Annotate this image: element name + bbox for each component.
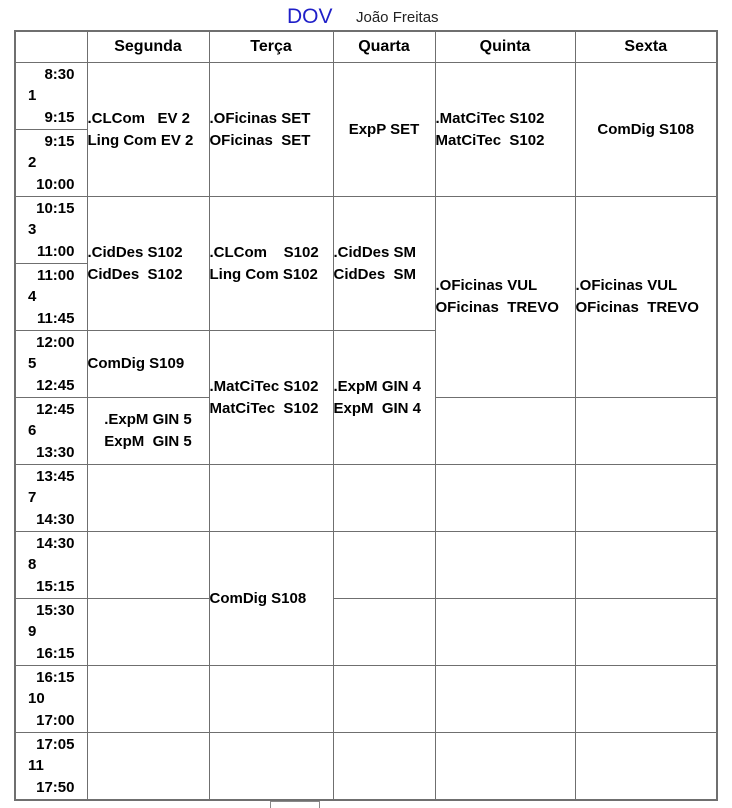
class-line: .ExpM GIN 4 <box>333 377 422 395</box>
slot-start: 17:05 <box>36 736 75 753</box>
slot-number: 2 <box>28 154 37 171</box>
slot-end: 11:45 <box>36 310 75 327</box>
class-cell-segunda-5[interactable] <box>87 331 209 398</box>
class-line: .OFicinas VUL <box>575 277 678 294</box>
day-header-sexta: Sexta <box>575 31 717 63</box>
time-row-11 <box>15 733 717 801</box>
time-slot-3 <box>15 197 87 264</box>
slot-end: 16:15 <box>36 645 75 662</box>
class-cell-segunda-6[interactable] <box>87 398 209 465</box>
class-line: .MatCiTec S102 <box>435 109 545 127</box>
slot-end: 17:50 <box>36 779 75 796</box>
empty-cell <box>209 666 333 733</box>
class-cell-terca-8[interactable] <box>209 532 333 666</box>
day-header-quinta: Quinta <box>435 31 575 63</box>
slot-start: 10:15 <box>36 200 75 217</box>
class-cell-terca-3[interactable] <box>209 197 333 331</box>
empty-cell <box>209 465 333 532</box>
class-line: ExpP SET <box>348 120 420 138</box>
slot-number: 1 <box>28 87 37 104</box>
empty-cell <box>575 532 717 599</box>
class-line: .CidDes SM <box>333 243 417 261</box>
slot-number: 7 <box>28 489 37 506</box>
empty-cell <box>435 599 575 666</box>
slot-number: 8 <box>28 556 37 573</box>
time-slot-2 <box>15 130 87 197</box>
class-code-link[interactable]: DOV <box>287 5 333 28</box>
slot-end: 11:00 <box>36 243 75 260</box>
class-cell-terca-5[interactable] <box>209 331 333 465</box>
empty-cell <box>435 398 575 465</box>
day-header-row <box>15 31 717 63</box>
slot-end: 15:15 <box>36 578 75 595</box>
class-line: MatCiTec S102 <box>209 399 319 417</box>
class-line: ComDig S108 <box>597 120 695 138</box>
slot-start: 11:00 <box>36 267 75 284</box>
class-cell-sexta-1[interactable] <box>575 63 717 197</box>
slot-number: 3 <box>28 221 37 238</box>
class-line: .ExpM GIN 5 <box>104 411 192 428</box>
slot-start: 14:30 <box>36 535 75 552</box>
empty-cell <box>333 532 435 599</box>
class-cell-quarta-3[interactable] <box>333 197 435 331</box>
empty-cell <box>87 532 209 599</box>
slot-start: 16:15 <box>36 669 75 686</box>
slot-start: 12:00 <box>36 334 75 351</box>
class-line: ExpM GIN 5 <box>104 433 192 450</box>
class-line: ExpM GIN 4 <box>333 399 422 417</box>
time-row-9 <box>15 599 717 666</box>
day-header-segunda: Segunda <box>87 31 209 63</box>
slot-end: 14:30 <box>36 511 75 528</box>
class-cell-sexta-3[interactable] <box>575 197 717 398</box>
empty-cell <box>435 733 575 801</box>
slot-start: 13:45 <box>36 468 75 485</box>
slot-number: 4 <box>28 288 37 305</box>
slot-number: 5 <box>28 355 37 372</box>
time-row-7 <box>15 465 717 532</box>
class-cell-quarta-5[interactable] <box>333 331 435 465</box>
slot-end: 10:00 <box>36 176 75 193</box>
slot-start: 12:45 <box>36 401 75 418</box>
empty-cell <box>435 465 575 532</box>
empty-cell <box>333 465 435 532</box>
empty-cell <box>435 666 575 733</box>
class-line: Ling Com S102 <box>209 265 318 283</box>
time-slot-10 <box>15 666 87 733</box>
empty-cell <box>575 398 717 465</box>
empty-cell <box>575 599 717 666</box>
corner-cell <box>15 31 87 63</box>
class-line: MatCiTec S102 <box>435 131 545 149</box>
timetable <box>14 30 718 801</box>
empty-cell <box>575 733 717 801</box>
class-line: Ling Com EV 2 <box>87 131 194 149</box>
empty-cell <box>333 733 435 801</box>
class-line: .CidDes S102 <box>87 243 183 261</box>
time-row-1 <box>15 63 717 130</box>
empty-cell <box>333 666 435 733</box>
class-cell-quinta-3[interactable] <box>435 197 575 398</box>
slot-start: 9:15 <box>44 133 75 150</box>
class-line: ComDig S108 <box>209 589 307 607</box>
footer-button[interactable] <box>270 801 320 808</box>
empty-cell <box>333 599 435 666</box>
slot-start: 15:30 <box>36 602 75 619</box>
class-line: ComDig S109 <box>87 355 185 372</box>
class-line: OFicinas SET <box>209 131 311 149</box>
slot-end: 9:15 <box>44 109 75 126</box>
slot-number: 9 <box>28 623 37 640</box>
time-row-8 <box>15 532 717 599</box>
empty-cell <box>87 666 209 733</box>
class-cell-terca-1[interactable] <box>209 63 333 197</box>
time-slot-4 <box>15 264 87 331</box>
empty-cell <box>209 733 333 801</box>
teacher-name: João Freitas <box>356 9 439 26</box>
class-line: .OFicinas VUL <box>435 277 538 294</box>
class-cell-quinta-1[interactable] <box>435 63 575 197</box>
slot-number: 11 <box>28 757 44 774</box>
class-line: .OFicinas SET <box>209 109 311 127</box>
time-row-3 <box>15 197 717 264</box>
class-line: CidDes S102 <box>87 265 183 283</box>
time-slot-8 <box>15 532 87 599</box>
slot-end: 17:00 <box>36 712 75 729</box>
time-slot-7 <box>15 465 87 532</box>
class-line: .CLCom EV 2 <box>87 109 191 127</box>
empty-cell <box>575 666 717 733</box>
schedule-header <box>0 4 732 30</box>
empty-cell <box>435 532 575 599</box>
slot-end: 13:30 <box>36 444 75 461</box>
slot-number: 10 <box>28 690 45 707</box>
time-slot-5 <box>15 331 87 398</box>
class-cell-quarta-1[interactable] <box>333 63 435 197</box>
time-slot-9 <box>15 599 87 666</box>
slot-start: 8:30 <box>44 66 75 83</box>
empty-cell <box>87 465 209 532</box>
time-slot-1 <box>15 63 87 130</box>
time-row-10 <box>15 666 717 733</box>
slot-number: 6 <box>28 422 37 439</box>
day-header-quarta: Quarta <box>333 31 435 63</box>
slot-end: 12:45 <box>36 377 75 394</box>
time-slot-11 <box>15 733 87 801</box>
class-line: OFicinas TREVO <box>435 299 559 316</box>
empty-cell <box>87 733 209 801</box>
class-cell-segunda-1[interactable] <box>87 63 209 197</box>
empty-cell <box>575 465 717 532</box>
empty-cell <box>87 599 209 666</box>
class-line: .MatCiTec S102 <box>209 377 319 395</box>
time-slot-6 <box>15 398 87 465</box>
day-header-terca: Terça <box>209 31 333 63</box>
class-cell-segunda-3[interactable] <box>87 197 209 331</box>
class-line: CidDes SM <box>333 265 417 283</box>
class-line: .CLCom S102 <box>209 243 319 261</box>
class-line: OFicinas TREVO <box>575 299 699 316</box>
